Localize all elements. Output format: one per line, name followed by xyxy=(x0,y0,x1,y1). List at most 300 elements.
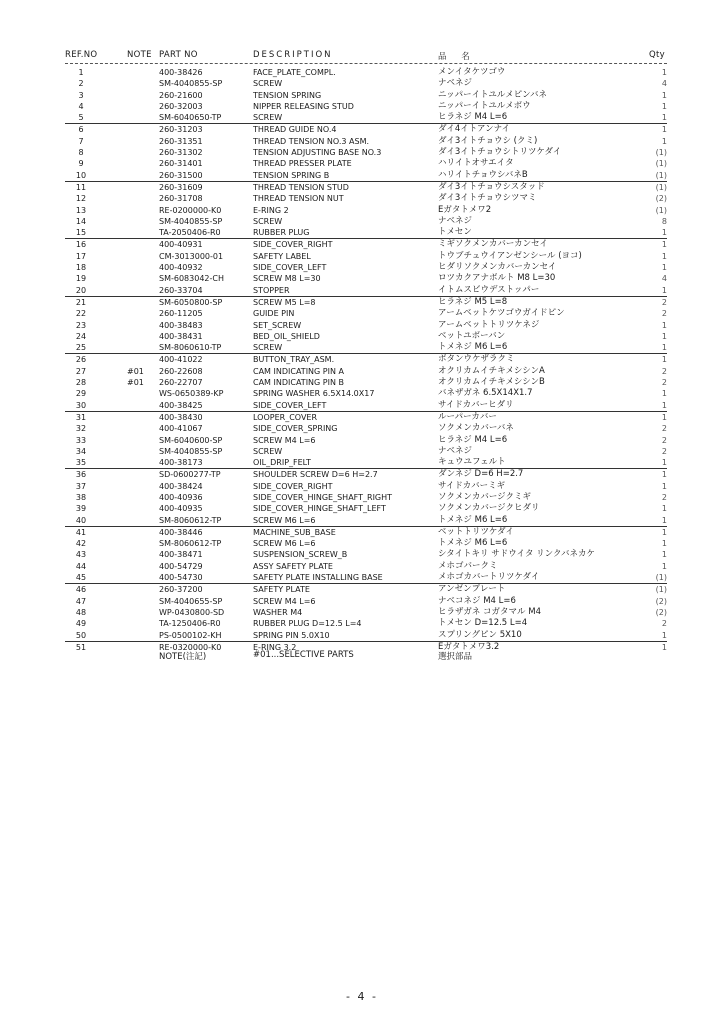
qty-cell: 1 xyxy=(661,481,667,491)
description-cell: WASHER M4 xyxy=(253,607,303,617)
part-no-cell: SM-4040655-SP xyxy=(159,596,223,606)
ref-no-cell: 31 xyxy=(75,412,87,422)
part-no-cell: 400-40931 xyxy=(159,240,203,250)
table-row xyxy=(65,147,667,158)
ref-no-cell: 26 xyxy=(75,355,87,365)
ref-no-cell: 23 xyxy=(75,320,87,330)
ref-no-cell: 17 xyxy=(75,251,87,261)
table-row xyxy=(65,377,667,388)
qty-cell: 1 xyxy=(661,343,667,353)
qty-cell: 1 xyxy=(661,68,667,77)
jp-name-cell: ナベネジ xyxy=(438,215,473,226)
qty-cell: (2) xyxy=(655,194,667,204)
jp-name-cell: トウブチュウイアンゼンシール (ヨコ) xyxy=(438,250,582,261)
part-no-cell: SM-6050800-SP xyxy=(159,297,223,307)
jp-name-cell: ベットトリツケダイ xyxy=(438,526,514,537)
part-no-cell: 260-11205 xyxy=(159,309,203,319)
jp-name-cell: ヒラネジ M5 L=8 xyxy=(438,296,508,307)
qty-cell: (2) xyxy=(655,596,667,606)
jp-name-cell: トメネジ M6 L=6 xyxy=(438,514,508,525)
qty-cell: 2 xyxy=(661,435,667,445)
ref-no-cell: 6 xyxy=(78,125,84,135)
header-ref-no: REF.NO xyxy=(65,50,98,60)
qty-cell: (1) xyxy=(655,170,667,180)
table-row xyxy=(65,423,667,434)
jp-name-cell: ダイ3イトチョウシツマミ xyxy=(438,193,537,204)
table-row xyxy=(65,342,667,353)
part-no-cell: 260-31302 xyxy=(159,148,203,158)
table-row xyxy=(65,538,667,549)
qty-cell: 1 xyxy=(661,458,667,468)
header-note: NOTE xyxy=(127,50,152,60)
part-no-cell: CM-3013000-01 xyxy=(159,251,224,261)
jp-name-cell: トメセン D=12.5 L=4 xyxy=(438,618,528,629)
jp-name-cell: ロツカクアナボルト M8 L=30 xyxy=(438,273,556,284)
description-cell: SPRING WASHER 6.5X14.0X17 xyxy=(253,389,375,399)
part-no-cell: 400-54729 xyxy=(159,561,203,571)
table-row xyxy=(65,353,667,365)
part-no-cell: 260-31203 xyxy=(159,125,203,135)
part-no-cell: 260-31500 xyxy=(159,170,203,180)
part-no-cell: 400-41022 xyxy=(159,355,203,365)
table-row xyxy=(65,526,667,538)
description-cell: SET_SCREW xyxy=(253,320,302,330)
part-no-cell: 400-38446 xyxy=(159,527,203,537)
ref-no-cell: 50 xyxy=(75,630,87,640)
jp-name-cell: ナベネジ xyxy=(438,445,473,456)
ref-no-cell: 49 xyxy=(75,619,87,629)
table-row xyxy=(65,238,667,250)
part-no-cell: SM-8060610-TP xyxy=(159,343,222,353)
part-no-cell: 400-54730 xyxy=(159,573,203,583)
ref-no-cell: 25 xyxy=(75,343,87,353)
ref-no-cell: 46 xyxy=(75,585,87,595)
table-row xyxy=(65,446,667,457)
jp-name-cell: ダイ4イトアンナイ xyxy=(438,124,511,135)
ref-no-cell: 33 xyxy=(75,435,87,445)
table-row xyxy=(65,641,667,653)
qty-cell: (1) xyxy=(655,148,667,158)
qty-cell: 1 xyxy=(661,113,667,123)
table-row xyxy=(65,205,667,216)
header-part-no: PART NO xyxy=(159,50,198,60)
table-row xyxy=(65,561,667,572)
description-cell: THREAD PRESSER PLATE xyxy=(253,159,352,169)
qty-cell: 4 xyxy=(661,274,667,284)
description-cell: TENSION SPRING B xyxy=(253,170,330,180)
ref-no-cell: 30 xyxy=(75,400,87,410)
description-cell: THREAD TENSION STUD xyxy=(253,182,349,192)
description-cell: BUTTON_TRAY_ASM. xyxy=(253,355,335,365)
part-no-cell: 400-41067 xyxy=(159,424,203,434)
note-cell: #01 xyxy=(127,366,144,376)
qty-cell: (1) xyxy=(655,182,667,192)
ref-no-cell: 2 xyxy=(78,79,84,89)
part-no-cell: 400-38425 xyxy=(159,400,203,410)
table-row xyxy=(65,607,667,618)
part-no-cell: 400-40935 xyxy=(159,504,203,514)
ref-no-cell: 39 xyxy=(75,504,87,514)
jp-name-cell: ヒラザガネ コガタマル M4 xyxy=(438,606,541,617)
table-row xyxy=(65,572,667,583)
ref-no-cell: 42 xyxy=(75,539,87,549)
table-row xyxy=(65,411,667,423)
jp-name-cell: バネザガネ 6.5X14X1.7 xyxy=(438,388,533,399)
ref-no-cell: 1 xyxy=(78,68,84,77)
description-cell: TENSION ADJUSTING BASE NO.3 xyxy=(253,148,382,158)
qty-cell: 1 xyxy=(661,240,667,250)
part-no-cell: SM-8060612-TP xyxy=(159,515,222,525)
jp-name-cell: ヒダリソクメンカバーカンセイ xyxy=(438,262,557,273)
page-number: - 4 - xyxy=(346,990,378,1003)
parts-table xyxy=(65,67,667,653)
part-no-cell: 260-31609 xyxy=(159,182,203,192)
qty-cell: 2 xyxy=(661,297,667,307)
part-no-cell: 260-21600 xyxy=(159,90,203,100)
qty-cell: 2 xyxy=(661,424,667,434)
part-no-cell: SM-6040650-TP xyxy=(159,113,222,123)
part-no-cell: WS-0650389-KP xyxy=(159,389,224,399)
description-cell: SCREW xyxy=(253,343,283,353)
table-row xyxy=(65,158,667,169)
description-cell: RUBBER PLUG D=12.5 L=4 xyxy=(253,619,362,629)
jp-name-cell: サイドカバーヒダリ xyxy=(438,399,514,410)
part-no-cell: PS-0500102-KH xyxy=(159,630,222,640)
ref-no-cell: 37 xyxy=(75,481,87,491)
jp-name-cell: Eガタトメワ2 xyxy=(438,204,492,215)
table-row xyxy=(65,285,667,296)
table-row xyxy=(65,262,667,273)
table-row xyxy=(65,90,667,101)
table-row xyxy=(65,136,667,147)
table-row xyxy=(65,457,667,468)
table-row xyxy=(65,630,667,641)
qty-cell: 1 xyxy=(661,470,667,480)
description-cell: SAFETY LABEL xyxy=(253,251,311,261)
qty-cell: 1 xyxy=(661,412,667,422)
qty-cell: 2 xyxy=(661,446,667,456)
footer-note-jp: 選択部品 xyxy=(438,652,473,662)
description-cell: SIDE_COVER_RIGHT xyxy=(253,481,333,491)
description-cell: LOOPER_COVER xyxy=(253,412,318,422)
ref-no-cell: 14 xyxy=(75,216,87,226)
ref-no-cell: 16 xyxy=(75,240,87,250)
jp-name-cell: シタイトキリ サドウイタ リンクバネカケ xyxy=(438,549,595,560)
jp-name-cell: ダンネジ D=6 H=2.7 xyxy=(438,469,524,480)
footer-note-label: NOTE(注記) xyxy=(159,652,207,662)
jp-name-cell: ハリイトオサエイタ xyxy=(438,158,514,169)
header-jp-name: 品 名 xyxy=(438,52,476,62)
table-row xyxy=(65,388,667,399)
part-no-cell: SM-4040855-SP xyxy=(159,79,223,89)
ref-no-cell: 4 xyxy=(78,101,84,111)
description-cell: SCREW M6 L=6 xyxy=(253,515,316,525)
ref-no-cell: 36 xyxy=(75,470,87,480)
qty-cell: 2 xyxy=(661,378,667,388)
qty-cell: 2 xyxy=(661,309,667,319)
qty-cell: 1 xyxy=(661,285,667,295)
ref-no-cell: 45 xyxy=(75,573,87,583)
description-cell: SAFETY PLATE INSTALLING BASE xyxy=(253,573,383,583)
part-no-cell: SM-8060612-TP xyxy=(159,539,222,549)
table-row xyxy=(65,216,667,227)
table-row xyxy=(65,492,667,503)
part-no-cell: SD-0600277-TP xyxy=(159,470,221,480)
ref-no-cell: 27 xyxy=(75,366,87,376)
jp-name-cell: オクリカムイチキメシシンA xyxy=(438,365,545,376)
qty-cell: 1 xyxy=(661,320,667,330)
jp-name-cell: ソクメンカバージクミギ xyxy=(438,491,531,502)
part-no-cell: SM-4040855-SP xyxy=(159,446,223,456)
qty-cell: (1) xyxy=(655,585,667,595)
ref-no-cell: 28 xyxy=(75,378,87,388)
description-cell: SAFETY PLATE xyxy=(253,585,310,595)
ref-no-cell: 44 xyxy=(75,561,87,571)
description-cell: SIDE_COVER_RIGHT xyxy=(253,240,333,250)
ref-no-cell: 41 xyxy=(75,527,87,537)
part-no-cell: 400-38471 xyxy=(159,550,203,560)
part-no-cell: 260-37200 xyxy=(159,585,203,595)
jp-name-cell: トメネジ M6 L=6 xyxy=(438,342,508,353)
qty-cell: 1 xyxy=(661,527,667,537)
description-cell: SCREW M8 L=30 xyxy=(253,274,321,284)
description-cell: OIL_DRIP_FELT xyxy=(253,458,311,468)
description-cell: SUSPENSION_SCREW_B xyxy=(253,550,348,560)
jp-name-cell: ミギソクメンカバーカンセイ xyxy=(438,239,548,250)
jp-name-cell: サイドカバーミギ xyxy=(438,480,506,491)
qty-cell: 1 xyxy=(661,263,667,273)
jp-name-cell: ヒラネジ M4 L=6 xyxy=(438,112,508,123)
ref-no-cell: 24 xyxy=(75,331,87,341)
description-cell: SCREW M4 L=6 xyxy=(253,435,316,445)
jp-name-cell: ダイ3イトチョウシ (クミ) xyxy=(438,135,538,146)
jp-name-cell: メホゴカバートリツケダイ xyxy=(438,572,540,583)
part-no-cell: TA-1250406-R0 xyxy=(159,619,221,629)
description-cell: SIDE_COVER_HINGE_SHAFT_RIGHT xyxy=(253,492,393,502)
qty-cell: 4 xyxy=(661,79,667,89)
description-cell: SCREW M4 L=6 xyxy=(253,596,316,606)
jp-name-cell: ナベネジ xyxy=(438,78,473,89)
jp-name-cell: メンイタケツゴウ xyxy=(438,67,506,77)
description-cell: TENSION SPRING xyxy=(253,90,322,100)
qty-cell: 1 xyxy=(661,125,667,135)
ref-no-cell: 18 xyxy=(75,263,87,273)
part-no-cell: 400-38173 xyxy=(159,458,203,468)
jp-name-cell: ルーパーカバー xyxy=(438,411,497,422)
description-cell: ASSY SAFETY PLATE xyxy=(253,561,333,571)
jp-name-cell: ボタンウケザラクミ xyxy=(438,354,515,365)
qty-cell: 1 xyxy=(661,515,667,525)
qty-cell: 1 xyxy=(661,642,667,652)
qty-cell: (1) xyxy=(655,573,667,583)
part-no-cell: 400-38426 xyxy=(159,68,203,77)
description-cell: CAM INDICATING PIN B xyxy=(253,378,344,388)
ref-no-cell: 8 xyxy=(78,148,84,158)
qty-cell: 1 xyxy=(661,228,667,238)
description-cell: FACE_PLATE_COMPL. xyxy=(253,68,336,77)
part-no-cell: 260-31708 xyxy=(159,194,203,204)
part-no-cell: 260-22608 xyxy=(159,366,203,376)
ref-no-cell: 20 xyxy=(75,285,87,295)
qty-cell: 1 xyxy=(661,90,667,100)
jp-name-cell: トメネジ M6 L=6 xyxy=(438,538,508,549)
qty-cell: 1 xyxy=(661,389,667,399)
description-cell: SIDE_COVER_SPRING xyxy=(253,424,338,434)
jp-name-cell: ニッパーイトユルメボウ xyxy=(438,100,531,111)
table-row xyxy=(65,101,667,112)
table-row xyxy=(65,67,667,78)
header-divider xyxy=(65,63,667,64)
table-row xyxy=(65,112,667,123)
description-cell: SIDE_COVER_LEFT xyxy=(253,263,327,273)
ref-no-cell: 35 xyxy=(75,458,87,468)
ref-no-cell: 21 xyxy=(75,297,87,307)
qty-cell: 8 xyxy=(661,216,667,226)
jp-name-cell: オクリカムイチキメシシンB xyxy=(438,377,545,388)
description-cell: E-RING 2 xyxy=(253,205,289,215)
jp-name-cell: ソクメンカバージクヒダリ xyxy=(438,503,540,514)
table-row xyxy=(65,273,667,284)
ref-no-cell: 34 xyxy=(75,446,87,456)
description-cell: SIDE_COVER_HINGE_SHAFT_LEFT xyxy=(253,504,386,514)
footer-note-text: #01...SELECTIVE PARTS xyxy=(253,650,354,660)
part-no-cell: 260-22707 xyxy=(159,378,203,388)
table-row xyxy=(65,251,667,262)
qty-cell: (2) xyxy=(655,607,667,617)
jp-name-cell: ナベコネジ M4 L=6 xyxy=(438,595,516,606)
description-cell: RUBBER PLUG xyxy=(253,228,310,238)
part-no-cell: SM-4040855-SP xyxy=(159,216,223,226)
ref-no-cell: 3 xyxy=(78,90,84,100)
jp-name-cell: アームベットトリツケネジ xyxy=(438,319,540,330)
qty-cell: 2 xyxy=(661,492,667,502)
ref-no-cell: 29 xyxy=(75,389,87,399)
description-cell: SCREW xyxy=(253,79,283,89)
table-row xyxy=(65,468,667,480)
jp-name-cell: イトムスビウデストッパー xyxy=(438,284,540,295)
jp-name-cell: ニッパーイトユルメピンバネ xyxy=(438,89,547,100)
ref-no-cell: 40 xyxy=(75,515,87,525)
ref-no-cell: 11 xyxy=(75,182,87,192)
jp-name-cell: アームベットケツゴウガイドピン xyxy=(438,308,565,319)
qty-cell: 1 xyxy=(661,251,667,261)
part-no-cell: 260-31351 xyxy=(159,136,203,146)
ref-no-cell: 19 xyxy=(75,274,87,284)
table-row xyxy=(65,618,667,629)
description-cell: E-RING 3.2 xyxy=(253,642,297,652)
ref-no-cell: 48 xyxy=(75,607,87,617)
ref-no-cell: 38 xyxy=(75,492,87,502)
jp-name-cell: ソクメンカバーバネ xyxy=(438,423,514,434)
qty-cell: 2 xyxy=(661,366,667,376)
qty-cell: (1) xyxy=(655,159,667,169)
qty-cell: 1 xyxy=(661,101,667,111)
jp-name-cell: キュウユフェルト xyxy=(438,457,506,468)
table-row xyxy=(65,320,667,331)
ref-no-cell: 13 xyxy=(75,205,87,215)
jp-name-cell: アンゼンプレート xyxy=(438,584,506,595)
table-row xyxy=(65,503,667,514)
table-row xyxy=(65,78,667,89)
qty-cell: 1 xyxy=(661,136,667,146)
ref-no-cell: 5 xyxy=(78,113,84,123)
part-no-cell: 400-40932 xyxy=(159,263,203,273)
description-cell: MACHINE_SUB_BASE xyxy=(253,527,336,537)
description-cell: SCREW M5 L=8 xyxy=(253,297,316,307)
table-row xyxy=(65,331,667,342)
description-cell: STOPPER xyxy=(253,285,290,295)
table-row xyxy=(65,481,667,492)
description-cell: THREAD TENSION NUT xyxy=(253,194,344,204)
description-cell: CAM INDICATING PIN A xyxy=(253,366,344,376)
jp-name-cell: スプリングピン 5X10 xyxy=(438,629,522,640)
table-row xyxy=(65,400,667,411)
qty-cell: 1 xyxy=(661,550,667,560)
part-no-cell: 400-40936 xyxy=(159,492,203,502)
part-no-cell: 260-33704 xyxy=(159,285,203,295)
part-no-cell: 400-38431 xyxy=(159,331,203,341)
qty-cell: 1 xyxy=(661,400,667,410)
table-row xyxy=(65,308,667,319)
ref-no-cell: 43 xyxy=(75,550,87,560)
qty-cell: 1 xyxy=(661,504,667,514)
part-no-cell: TA-2050406-R0 xyxy=(159,228,221,238)
qty-cell: 1 xyxy=(661,355,667,365)
description-cell: GUIDE PIN xyxy=(253,309,295,319)
description-cell: THREAD GUIDE NO.4 xyxy=(253,125,337,135)
description-cell: SHOULDER SCREW D=6 H=2.7 xyxy=(253,470,378,480)
jp-name-cell: ダイ3イトチョウシスタッド xyxy=(438,181,545,192)
part-no-cell: RE-0200000-K0 xyxy=(159,205,222,215)
table-row xyxy=(65,170,667,181)
ref-no-cell: 15 xyxy=(75,228,87,238)
jp-name-cell: メホゴバークミ xyxy=(438,560,498,571)
part-no-cell: RE-0320000-K0 xyxy=(159,642,222,652)
description-cell: BED_OIL_SHIELD xyxy=(253,331,320,341)
part-no-cell: 400-38483 xyxy=(159,320,203,330)
table-row xyxy=(65,227,667,238)
jp-name-cell: ハリイトチョウシバネB xyxy=(438,169,528,180)
part-no-cell: 400-38424 xyxy=(159,481,203,491)
table-row xyxy=(65,193,667,204)
table-row xyxy=(65,366,667,377)
part-no-cell: SM-6083042-CH xyxy=(159,274,224,284)
header-description: DESCRIPTION xyxy=(253,50,333,60)
jp-name-cell: ヒラネジ M4 L=6 xyxy=(438,434,508,445)
jp-name-cell: トメセン xyxy=(438,227,472,238)
description-cell: SCREW xyxy=(253,113,283,123)
part-no-cell: 260-31401 xyxy=(159,159,203,169)
header-qty: Qty xyxy=(649,50,665,60)
description-cell: THREAD TENSION NO.3 ASM. xyxy=(253,136,370,146)
description-cell: SPRING PIN 5.0X10 xyxy=(253,630,330,640)
qty-cell: (1) xyxy=(655,205,667,215)
ref-no-cell: 51 xyxy=(75,642,87,652)
ref-no-cell: 22 xyxy=(75,309,87,319)
ref-no-cell: 12 xyxy=(75,194,87,204)
jp-name-cell: ダイ3イトチョウシトリツケダイ xyxy=(438,147,562,158)
part-no-cell: 400-38430 xyxy=(159,412,203,422)
part-no-cell: SM-6040600-SP xyxy=(159,435,223,445)
qty-cell: 1 xyxy=(661,539,667,549)
table-row xyxy=(65,515,667,526)
table-row xyxy=(65,435,667,446)
table-row xyxy=(65,596,667,607)
table-row xyxy=(65,549,667,560)
jp-name-cell: ベットユボーバン xyxy=(438,330,506,341)
ref-no-cell: 10 xyxy=(75,170,87,180)
part-no-cell: WP-0430800-SD xyxy=(159,607,225,617)
